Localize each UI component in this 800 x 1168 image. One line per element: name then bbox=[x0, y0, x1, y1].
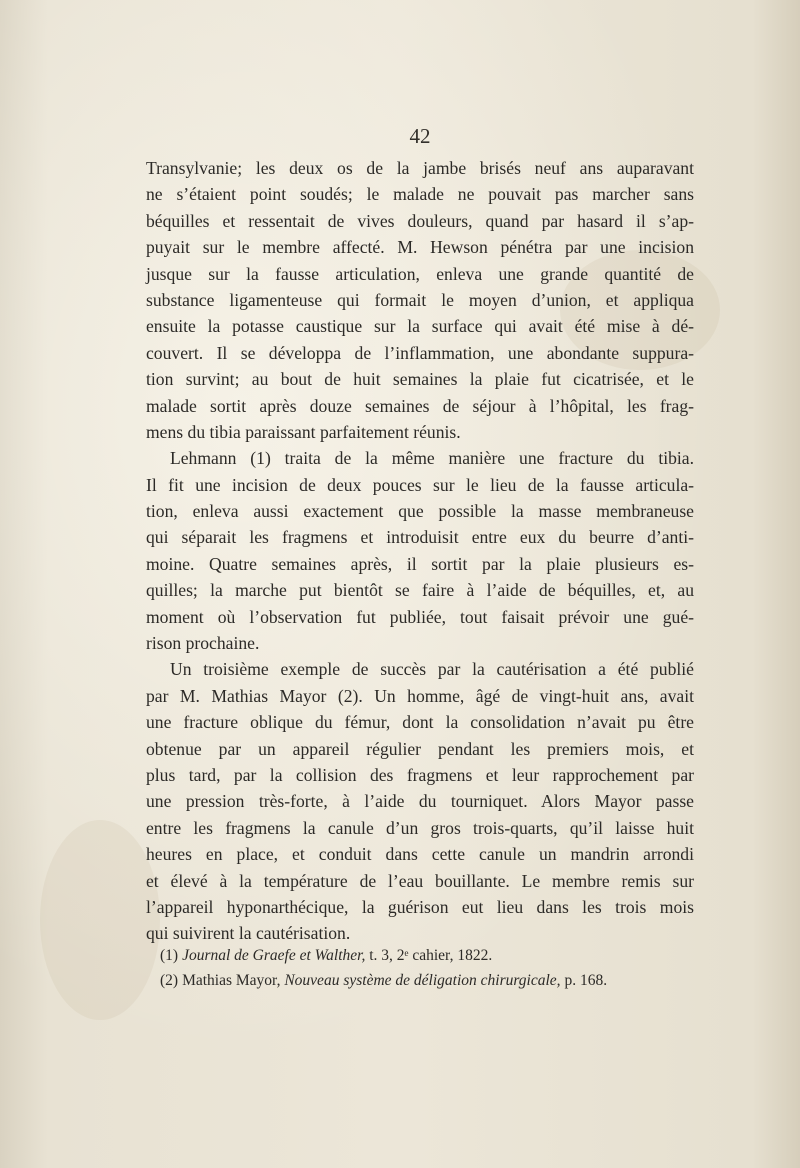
text-line: tion survint; au bout de huit semaines la plaie fut cicatrisée, et le bbox=[146, 369, 694, 390]
footnote-detail: t. 3, 2ᵉ cahier, 1822. bbox=[365, 947, 493, 964]
text-line: Il fit une incision de deux pouces sur le lieu de la fausse articula- bbox=[146, 474, 694, 495]
paper-stain bbox=[40, 820, 160, 1020]
text-line: par M. Mathias Mayor (2). Un homme, âgé de vingt-huit ans, avait bbox=[146, 685, 694, 706]
footnote-author: Mathias Mayor, bbox=[182, 972, 285, 989]
text-line: Transylvanie; les deux os de la jambe brisés neuf ans auparavant bbox=[146, 158, 694, 178]
text-line: tion, enleva aussi exactement que possible la masse membraneuse bbox=[146, 501, 694, 522]
text-line: une pression très-forte, à l’aide du tourniquet. Alors Mayor passe bbox=[146, 791, 694, 812]
text-line: et élevé à la température de l’eau bouillante. Le membre remis sur bbox=[146, 870, 694, 891]
text-line: obtenue par un appareil régulier pendant les premiers mois, et bbox=[146, 738, 694, 759]
text-line: entre les fragmens la canule d’un gros trois-quarts, qu’il laisse huit bbox=[146, 817, 694, 838]
text-line: rison prochaine. bbox=[146, 633, 260, 654]
text-line: mens du tibia paraissant parfaitement réunis. bbox=[146, 421, 461, 442]
text-line: ne s’étaient point soudés; le malade ne pouvait pas marcher sans bbox=[146, 184, 694, 205]
text-line: malade sortit après douze semaines de séjour à l’hôpital, les frag- bbox=[146, 395, 694, 416]
body-text bbox=[146, 155, 694, 947]
page-number: 42 bbox=[409, 124, 431, 148]
footnotes bbox=[160, 943, 700, 993]
text-line: puyait sur le membre affecté. M. Hewson pénétra par une incision bbox=[146, 237, 694, 258]
footnote-1 bbox=[160, 943, 700, 968]
footnote-detail: p. 168. bbox=[560, 972, 608, 989]
text-line: qui séparait les fragmens et introduisit entre eux du beurre d’anti- bbox=[146, 527, 694, 548]
footnote-title: Journal de Graefe et Walther, bbox=[182, 947, 366, 964]
footnote-2 bbox=[160, 968, 700, 993]
text-line: plus tard, par la collision des fragmens et leur rapprochement par bbox=[146, 764, 694, 785]
text-line: ensuite la potasse caustique sur la surface qui avait été mise à dé- bbox=[146, 316, 694, 337]
paragraph-start-line: Un troisième exemple de succès par la cautérisation a été publié bbox=[170, 659, 694, 680]
text-line: moine. Quatre semaines après, il sortit par la plaie plusieurs es- bbox=[146, 553, 694, 574]
text-line: qui suivirent la cautérisation. bbox=[146, 923, 351, 944]
text-line: quilles; la marche put bientôt se faire à l’aide de béquilles, et, au bbox=[146, 580, 694, 601]
text-line: béquilles et ressentait de vives douleurs, quand par hasard il s’ap- bbox=[146, 210, 694, 231]
paragraph-start-line: Lehmann (1) traita de la même manière une fracture du tibia. bbox=[170, 448, 694, 469]
text-line: une fracture oblique du fémur, dont la consolidation n’avait pu être bbox=[146, 712, 694, 733]
text-line: l’appareil hyponarthécique, la guérison eut lieu dans les trois mois bbox=[146, 896, 694, 917]
text-line: jusque sur la fausse articulation, enleva une grande quantité de bbox=[146, 263, 694, 284]
footnote-number: (2) bbox=[160, 972, 179, 989]
footnote-number: (1) bbox=[160, 947, 179, 964]
text-line: moment où l’observation fut publiée, tout faisait prévoir une gué- bbox=[146, 606, 694, 627]
text-line: couvert. Il se développa de l’inflammation, une abondante suppura- bbox=[146, 342, 694, 363]
text-line: heures en place, et conduit dans cette canule un mandrin arrondi bbox=[146, 844, 694, 865]
text-line: substance ligamenteuse qui formait le moyen d’union, et appliqua bbox=[146, 289, 694, 310]
footnote-title: Nouveau système de déligation chirurgicale, bbox=[284, 972, 561, 989]
